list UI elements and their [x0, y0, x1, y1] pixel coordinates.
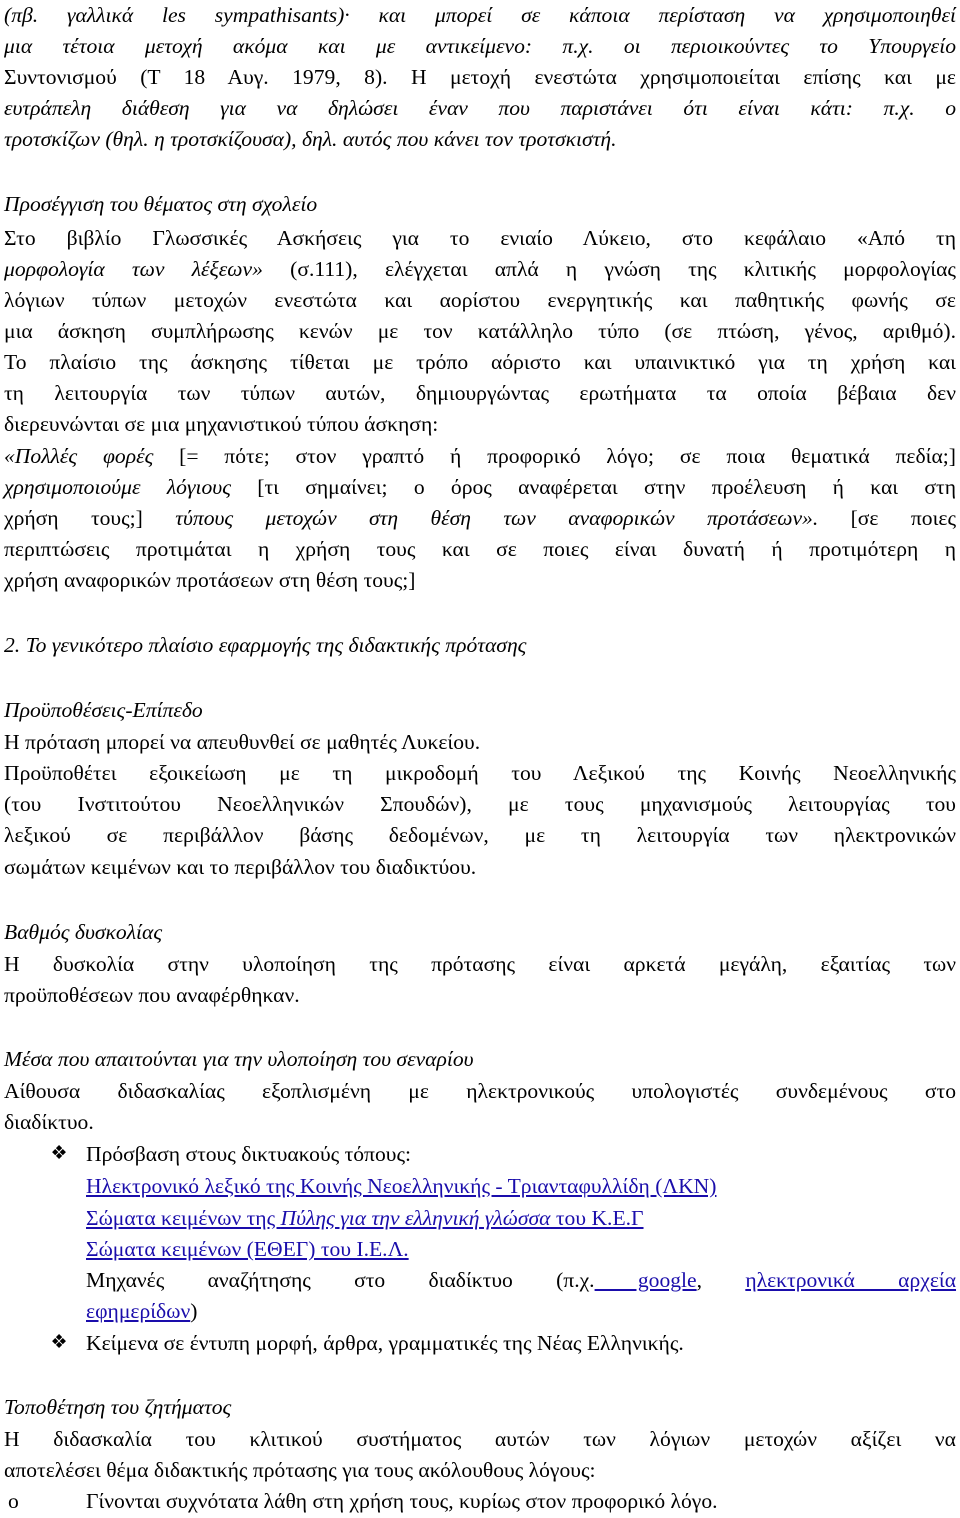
link-iel-row [86, 1234, 956, 1264]
school-line-2: μορφολογία των λέξεων» (σ.111), ελέγχεται απλά η γνώση της κλιτικής μορφολογίας [4, 257, 956, 281]
prereq-line-3: (του Ινστιτούτου Νεοελληνικών Σπουδών), με τους μηχανισμούς λειτουργίας του [4, 792, 956, 816]
bullet-printed-texts: Κείμενα σε έντυπη μορφή, άρθρα, γραμματικές της Νέας Ελληνικής. [86, 1331, 684, 1355]
quote-line-5: χρήση αναφορικών προτάσεων στη θέση τους;] [4, 568, 416, 592]
link-keg-corpora[interactable]: Σώματα κειμένων της Πύλης για την ελληνική γλώσσα του Κ.Ε.Γ [86, 1206, 644, 1230]
school-line-4: μια άσκηση συμπλήρωσης κενών με τον κατάλληλο τύπο (σε πτώση, γένος, αριθμό). [4, 319, 956, 343]
intro-line-2: μια τέτοια μετοχή ακόμα και με αντικείμενο: π.χ. οι περιοικούντες το Υπουργείο [4, 34, 956, 58]
school-line-6: τη λειτουργία των τύπων αυτών, δημιουργώντας ερωτήματα τα οποία βέβαια δεν [4, 381, 956, 405]
prereq-line-2: Προϋποθέτει εξοικείωση με τη μικροδομή του Λεξικού της Κοινής Νεοελληνικής [4, 761, 956, 785]
placement-line-1: Η διδασκαλία του κλιτικού συστήματος αυτών των λόγιων μετοχών αξίζει να [4, 1427, 956, 1451]
quote-line-3: χρήση τους;] τύπους μετοχών στη θέση των αναφορικών προτάσεων». [σε ποιες [4, 506, 956, 530]
placement-heading: Τοποθέτηση του ζητήματος [4, 1395, 232, 1419]
school-line-5: Το πλαίσιο της άσκησης τίθεται με τρόπο αόριστο και υπαινικτικό για τη χρήση και [4, 350, 956, 374]
link-keg-row [86, 1203, 956, 1233]
placement-bullet-1: Γίνονται συχνότατα λάθη στη χρήση τους, κυρίως στον προφορικό λόγο. [86, 1489, 718, 1513]
prereq-line-5: σωμάτων κειμένων και το περιβάλλον του διαδικτύου. [4, 855, 477, 879]
school-line-7: διερευνώνται σε μια μηχανιστικού τύπου άσκηση: [4, 412, 439, 436]
link-iel-corpora[interactable]: Σώματα κειμένων (ΕΘΕΓ) του Ι.Ε.Λ. [86, 1237, 409, 1261]
link-newspaper-archives-cont[interactable]: εφημερίδων [86, 1299, 191, 1323]
difficulty-line-2: προϋποθέσεων που αναφέρθηκαν. [4, 983, 300, 1007]
school-line-1: Στο βιβλίο Γλωσσικές Ασκήσεις για το ενιαίο Λύκειο, στο κεφάλαιο «Από τη [4, 226, 956, 250]
prereq-heading: Προϋποθέσεις-Επίπεδο [4, 698, 203, 722]
school-line-3: λόγιων τύπων μετοχών ενεστώτα και αορίστου ενεργητικής και παθητικής φωνής σε [4, 288, 956, 312]
difficulty-line-1: Η δυσκολία στην υλοποίηση της πρότασης είναι αρκετά μεγάλη, εξαιτίας των [4, 952, 956, 976]
circle-bullet-icon: o [8, 1489, 19, 1513]
means-heading: Μέσα που απαιτούνται για την υλοποίηση του σεναρίου [4, 1047, 474, 1071]
placement-line-2: αποτελέσει θέμα διδακτικής πρότασης για τους ακόλουθους λόγους: [4, 1458, 596, 1482]
link-newspaper-archives[interactable]: ηλεκτρονικά αρχεία [745, 1268, 957, 1292]
difficulty-heading: Βαθμός δυσκολίας [4, 920, 163, 944]
quote-line-4: περιπτώσεις προτιμάται η χρήση τους και σε ποιες είναι δυνατή ή προτιμότερη η [4, 537, 956, 561]
quote-line-2: χρησιμοποιούμε λόγιους [τι σημαίνει; ο όρος αναφέρεται στην προέλευση ή και στη [4, 475, 957, 499]
intro-line-1: (πβ. γαλλικά les sympathisants)· και μπορεί σε κάποια περίσταση να χρησιμοποιηθεί [4, 3, 956, 27]
section-2-heading: 2. Το γενικότερο πλαίσιο εφαρμογής της διδακτικής πρότασης [4, 633, 527, 657]
quote-line-1: «Πολλές φορές [= πότε; στον γραπτό ή προφορικό λόγο; σε ποια θεματικά πεδία;] [4, 444, 956, 468]
search-engines-line-2: εφημερίδων) [86, 1299, 198, 1323]
prereq-line-1: Η πρόταση μπορεί να απευθυνθεί σε μαθητές Λυκείου. [4, 730, 481, 754]
link-google[interactable]: google [594, 1268, 697, 1292]
school-heading: Προσέγγιση του θέματος στη σχολείο [4, 192, 318, 216]
means-line-2: διαδίκτυο. [4, 1110, 94, 1134]
intro-line-4: ευτράπελη διάθεση για να δηλώσει έναν που παριστάνει ότι είναι κάτι: π.χ. ο [4, 96, 956, 120]
means-line-1: Αίθουσα διδασκαλίας εξοπλισμένη με ηλεκτρονικούς υπολογιστές συνδεμένους στο [4, 1079, 956, 1103]
diamond-bullet-icon: ❖ [50, 1143, 68, 1164]
intro-line-3: Συντονισμού (Τ 18 Αυγ. 1979, 8). Η μετοχή ενεστώτα χρησιμοποιείται επίσης και με [4, 65, 956, 89]
intro-line-5: τροτσκίζων (θηλ. η τροτσκίζουσα), δηλ. αυτός που κάνει τον τροτσκιστή. [4, 127, 617, 151]
diamond-bullet-icon: ❖ [50, 1332, 68, 1353]
search-engines-line-1: Μηχανές αναζήτησης στο διαδίκτυο (π.χ. google, ηλεκτρονικά αρχεία [86, 1268, 957, 1292]
bullet-websites: Πρόσβαση στους δικτυακούς τόπους: [86, 1142, 412, 1166]
link-lkn-row [86, 1171, 956, 1201]
link-lkn[interactable]: Ηλεκτρονικό λεξικό της Κοινής Νεοελληνικής - Τριανταφυλλίδη (ΛΚΝ) [86, 1174, 717, 1198]
prereq-line-4: λεξικού σε περιβάλλον βάσης δεδομένων, με τη λειτουργία των ηλεκτρονικών [4, 823, 956, 847]
